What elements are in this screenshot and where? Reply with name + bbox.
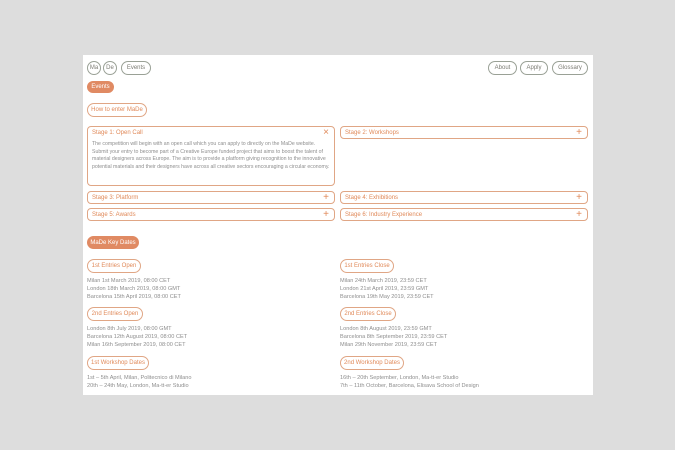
plus-icon[interactable]: + [576,209,582,220]
second-workshop-london: 16th – 20th September, London, Ma-tt-er Studio [340,375,459,381]
key-dates-tag: MaDe Key Dates [87,236,139,249]
stage-6-title: Stage 6: Industry Experience [345,212,423,218]
plus-icon[interactable]: + [576,127,582,138]
second-entries-open-label: 2nd Entries Open [87,307,143,321]
first-workshop-dates-label: 1st Workshop Dates [87,356,149,370]
stage-4-title: Stage 4: Exhibitions [345,195,399,201]
first-entries-open-milan: Milan 1st March 2019, 08:00 CET [87,278,171,284]
first-entries-close-label: 1st Entries Close [340,259,394,273]
second-entries-open-london: London 8th July 2019, 08:00 GMT [87,326,172,332]
nav-apply-button[interactable]: Apply [520,61,548,75]
plus-icon[interactable]: + [576,192,582,203]
first-entries-open-london: London 18th March 2019, 08:00 GMT [87,286,181,292]
stage-2-title: Stage 2: Workshops [345,130,399,136]
plus-icon[interactable]: + [323,192,329,203]
second-entries-close-london: London 8th August 2019, 23:59 GMT [340,326,432,332]
stage-1-description: The competition will begin with an open call which you can apply to directly on the MaDe website. Submit your entry to become part of a Creative Europe funded project that aims to boost the talent of material designers across Europe. The aim is to provide a platform giving recognition to the innovative potential materials and their designers have across all creative sectors encouraging a circular economy. [92,141,330,170]
second-entries-close-barcelona: Barcelona 8th September 2019, 23:59 CET [340,334,448,340]
close-icon[interactable]: × [323,127,329,138]
stage-1-panel[interactable] [87,126,335,186]
first-workshop-london: 20th – 24th May, London, Ma-tt-er Studio [87,383,189,389]
first-entries-close-barcelona: Barcelona 19th May 2019, 23:59 CET [340,294,434,300]
stage-5-panel[interactable] [87,208,335,221]
stage-3-title: Stage 3: Platform [92,195,139,201]
second-entries-close-milan: Milan 29th November 2019, 23:59 CET [340,342,438,348]
second-entries-close-label: 2nd Entries Close [340,307,396,321]
stage-5-title: Stage 5: Awards [92,212,136,218]
first-entries-close-milan: Milan 24th March 2019, 23:59 CET [340,278,427,284]
stage-1-title: Stage 1: Open Call [92,130,143,136]
second-workshop-barcelona: 7th – 11th October, Barcelona, Elisava School of Design [340,383,479,389]
second-entries-open-barcelona: Barcelona 12th August 2019, 08:00 CET [87,334,188,340]
nav-about-button[interactable]: About [488,61,517,75]
plus-icon[interactable]: + [323,209,329,220]
logo-de[interactable]: De [103,61,117,75]
section-tag-events: Events [87,81,114,93]
first-entries-open-barcelona: Barcelona 15th April 2019, 08:00 CET [87,294,181,300]
first-workshop-milan: 1st – 5th April, Milan, Politecnico di Milano [87,375,192,381]
page [83,55,593,395]
stage-3-panel[interactable] [87,191,335,204]
how-to-enter-label: How to enter MaDe [87,103,147,117]
nav-glossary-button[interactable]: Glossary [552,61,588,75]
stage-6-panel[interactable] [340,208,588,221]
second-entries-open-milan: Milan 16th September 2019, 08:00 CET [87,342,186,348]
first-entries-close-london: London 21st April 2019, 23:59 GMT [340,286,429,292]
stage-2-panel[interactable] [340,126,588,139]
first-entries-open-label: 1st Entries Open [87,259,141,273]
stage-4-panel[interactable] [340,191,588,204]
second-workshop-dates-label: 2nd Workshop Dates [340,356,404,370]
logo-ma[interactable]: Ma [87,61,101,75]
nav-events-button[interactable]: Events [121,61,151,75]
